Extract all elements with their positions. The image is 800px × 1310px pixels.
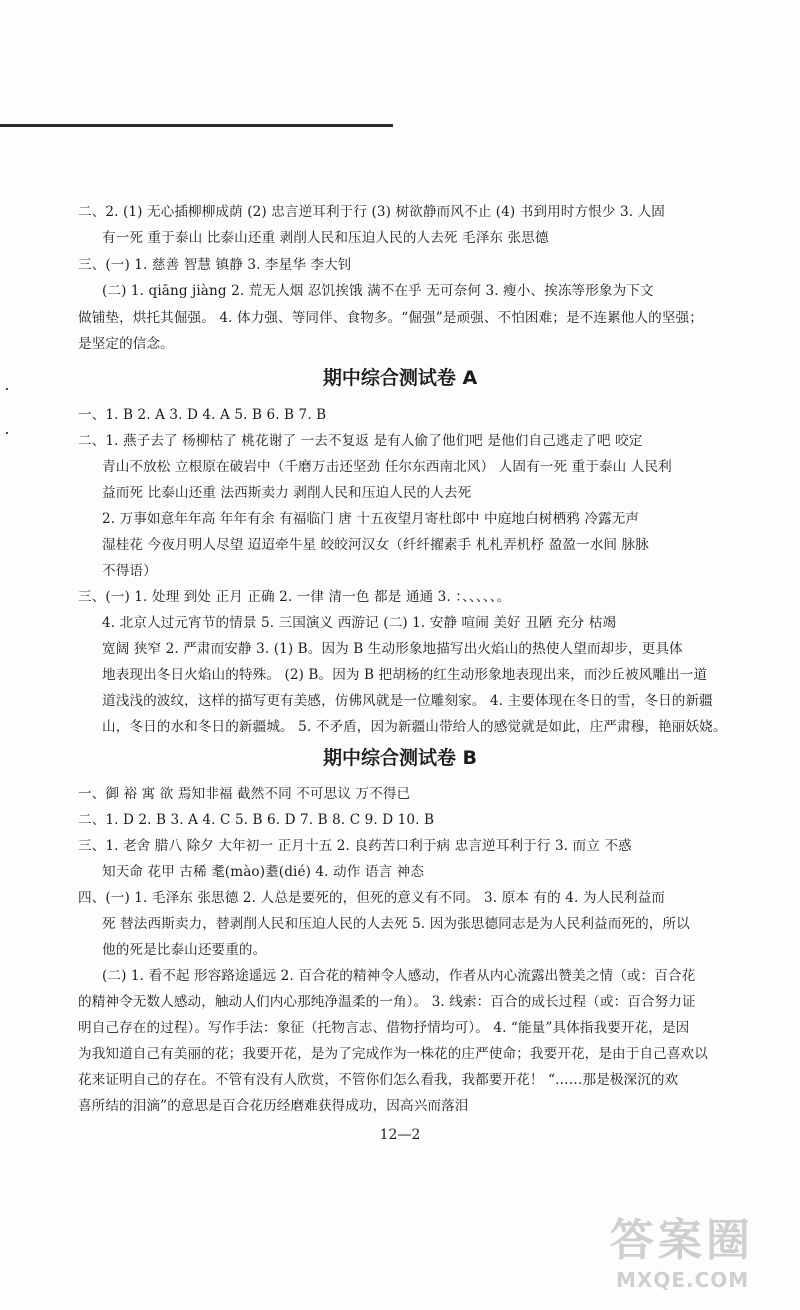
text-line: 做铺垫，烘托其倔强。 4. 体力强、等同伴、食物多。“倔强”是顽强、不怕困难；是不连累他人的坚强； — [78, 310, 703, 326]
text-line: 是坚定的信念。 — [78, 336, 174, 352]
text-line: 二、1. 燕子去了 杨柳枯了 桃花谢了 一去不复返 是有人偷了他们吧 是他们自己逃走了吧 咬定 — [78, 433, 643, 449]
text-line: 明自己存在的过程）。写作手法：象征（托物言志、借物抒情均可）。 4. “能量”具体指我要开花，是因 — [78, 1020, 690, 1036]
text-line: 有一死 重于泰山 比泰山还重 剥削人民和压迫人民的人去死 毛泽东 张思德 — [102, 230, 549, 246]
text-line: 湿桂花 今夜月明人尽望 迢迢牵牛星 皎皎河汉女（纤纤擢素手 札札弄机杼 盈盈一水间 脉脉 — [102, 537, 649, 553]
text-line: 一、御 裕 寓 欲 焉知非福 截然不同 不可思议 万不得已 — [78, 786, 411, 802]
text-line: 的精神令无数人感动，触动人们内心那纯净温柔的一角）。 3. 线索：百合的成长过程（或：百合努力证 — [78, 994, 696, 1010]
text-line: 4. 北京人过元宵节的情景 5. 三国演义 西游记 (二) 1. 安静 喧闹 美好 丑陋 充分 枯竭 — [102, 615, 617, 631]
header-rule — [0, 124, 393, 127]
text-line: 喜所结的泪滴”的意思是百合花历经磨难获得成功，因高兴而落泪 — [78, 1098, 469, 1114]
text-line: 二、2. (1) 无心插柳柳成荫 (2) 忠言逆耳利于行 (3) 树欲静而风不止 (4) 书到用时方恨少 3. 人固 — [78, 204, 665, 220]
text-line: 益而死 比泰山还重 法西斯卖力 剥削人民和压迫人民的人去死 — [102, 485, 472, 501]
text-line: 死 替法西斯卖力，替剥削人民和压迫人民的人去死 5. 因为张思德同志是为人民利益而死的，所以 — [102, 916, 690, 932]
text-line: 二、1. D 2. B 3. A 4. C 5. B 6. D 7. B 8. C 9. D 10. B — [78, 812, 435, 828]
text-line: 青山不放松 立根原在破岩中（千磨万击还坚劲 任尔东西南北风） 人固有一死 重于泰山 人民利 — [102, 459, 672, 475]
text-line: 地表现出冬日火焰山的特殊。 (2) B。因为 B 把胡杨的红生动形象地表现出来，而沙丘被风雕出一道 — [102, 667, 708, 683]
text-line: 2. 万事如意年年高 年年有余 有福临门 唐 十五夜望月寄杜郎中 中庭地白树栖鸦 冷露无声 — [102, 511, 640, 527]
text-line: 他的死是比泰山还要重的。 — [102, 942, 267, 958]
text-line: 花来证明自己的存在。不管有没有人欣赏，不管你们怎么看我，我都要开花！ “……那是极深沉的欢 — [78, 1072, 679, 1088]
watermark-logo — [610, 1216, 786, 1296]
section-b-title: 期中综合测试卷 B — [322, 747, 478, 769]
text-line: 一、1. B 2. A 3. D 4. A 5. B 6. B 7. B — [78, 407, 327, 423]
section-a-title: 期中综合测试卷 A — [322, 367, 478, 389]
scan-mark — [6, 432, 8, 434]
text-line: 道浅浅的波纹，这样的描写更有美感，仿佛风就是一位雕刻家。 4. 主要体现在冬日的雪，冬日的新疆 — [102, 693, 713, 709]
text-line: 知天命 花甲 古稀 耄(mào)耋(dié) 4. 动作 语言 神态 — [102, 864, 425, 880]
text-line: 三、1. 老舍 腊八 除夕 大年初一 正月十五 2. 良药苦口利于病 忠言逆耳利于行 3. 而立 不惑 — [78, 838, 632, 854]
text-line: 四、(一) 1. 毛泽东 张思德 2. 人总是要死的，但死的意义有不同。 3. 原本 有的 4. 为人民利益而 — [78, 890, 665, 906]
text-line: 三、(一) 1. 处理 到处 正月 正确 2. 一律 清一色 都是 通通 3. ：、、、、、。 — [78, 589, 511, 605]
text-line: (二) 1. 看不起 形容路途遥远 2. 百合花的精神令人感动，作者从内心流露出赞美之情（或：百合花 — [102, 968, 696, 984]
text-line: 不得语） — [102, 563, 157, 579]
text-line: 宽阔 狭窄 2. 严肃而安静 3. (1) B。因为 B 生动形象地描写出火焰山的热使人望而却步，更具体 — [102, 641, 683, 657]
text-line: 为我知道自己有美丽的花；我要开花，是为了完成作为一株花的庄严使命；我要开花，是由于自己喜欢以 — [78, 1046, 708, 1062]
text-line: (二) 1. qiāng jiàng 2. 荒无人烟 忍饥挨饿 满不在乎 无可奈何 3. 瘦小、挨冻等形象为下文 — [102, 283, 654, 299]
watermark-url: MXQE.COM — [616, 1268, 750, 1292]
text-line: 三、(一) 1. 慈善 智慧 镇静 3. 李星华 李大钊 — [78, 257, 352, 273]
watermark-brand: 答案圈 — [610, 1215, 754, 1266]
text-line: 山，冬日的水和冬日的新疆城。 5. 不矛盾，因为新疆山带给人的感觉就是如此，庄严肃穆，艳丽妖娆。 — [102, 719, 727, 735]
page-number: 12—2 — [379, 1127, 421, 1143]
